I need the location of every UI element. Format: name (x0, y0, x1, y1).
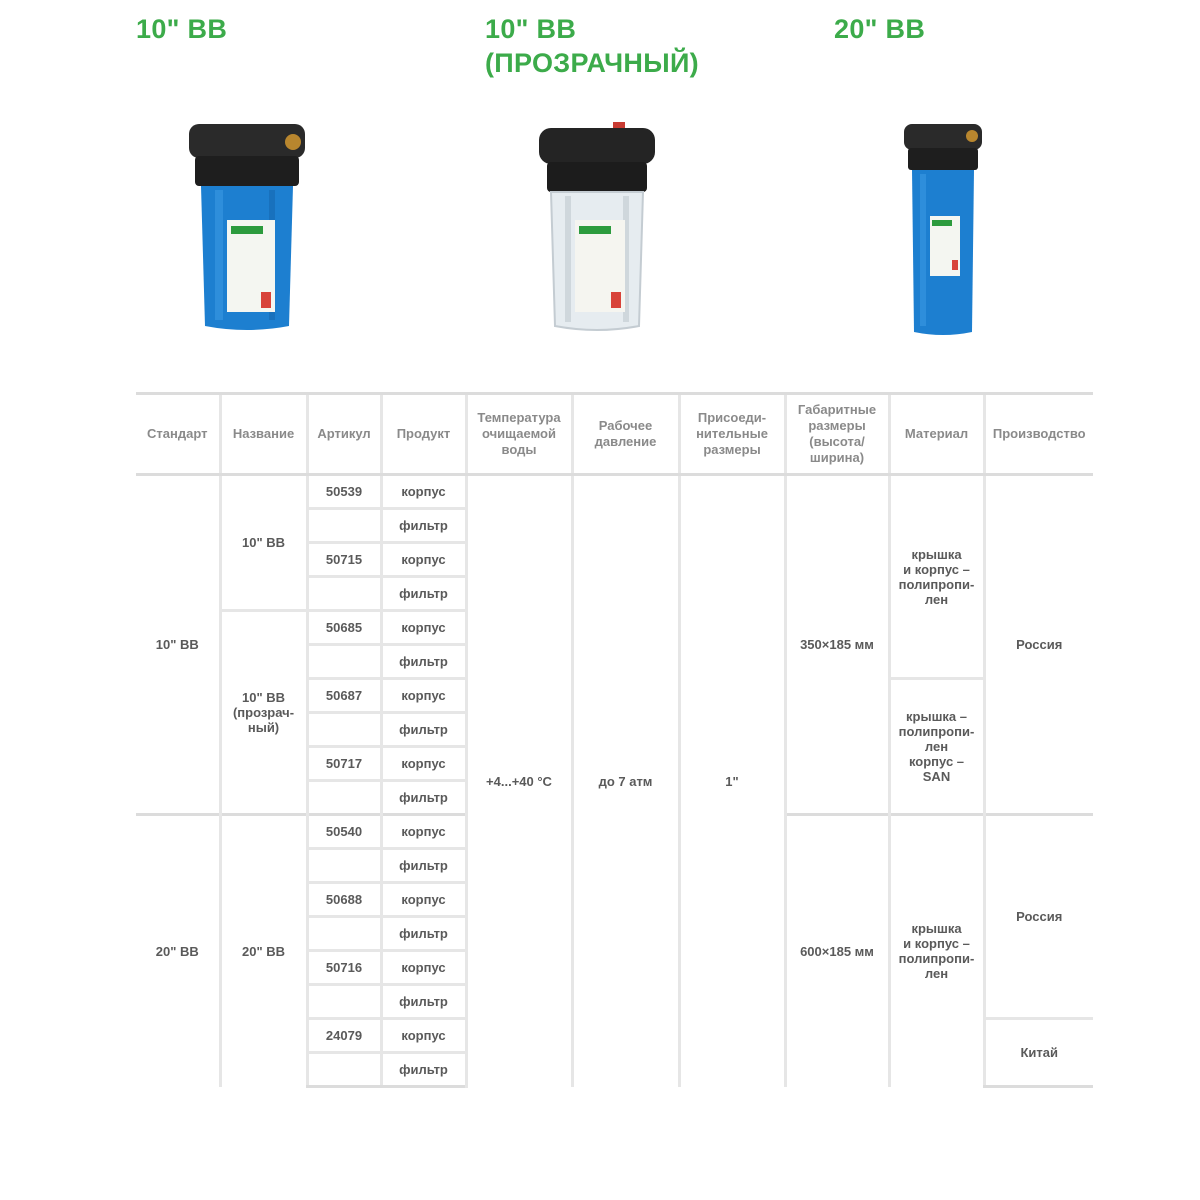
cell-product: корпус (381, 883, 466, 917)
header-pressure: Рабочее давление (572, 394, 679, 475)
cell-name-10bb: 10" BB (220, 475, 307, 611)
header-article: Артикул (307, 394, 381, 475)
cell-standard-20bb: 20" BB (136, 815, 220, 1087)
cell-article (307, 713, 381, 747)
cell-article: 50540 (307, 815, 381, 849)
product-title-line: 10" BB (136, 14, 228, 44)
cell-product: корпус (381, 475, 466, 509)
table-header-row (136, 394, 1093, 475)
cell-product: фильтр (381, 645, 466, 679)
cell-material-a: крышка и корпус – полипропи- лен (889, 475, 984, 679)
cell-size-20bb: 600×185 мм (785, 815, 889, 1087)
cell-product: фильтр (381, 985, 466, 1019)
cell-product: фильтр (381, 781, 466, 815)
cell-product: фильтр (381, 509, 466, 543)
product-image-20bb-blue (902, 120, 984, 340)
cell-article (307, 645, 381, 679)
product-title-20bb (834, 12, 925, 46)
cell-article (307, 509, 381, 543)
header-material: Материал (889, 394, 984, 475)
cell-product: фильтр (381, 713, 466, 747)
cell-article: 50715 (307, 543, 381, 577)
product-image-10bb-blue (185, 120, 309, 340)
cell-product: корпус (381, 1019, 466, 1053)
cell-name-20bb: 20" BB (220, 815, 307, 1087)
cell-standard-10bb: 10" BB (136, 475, 220, 815)
cell-product: корпус (381, 679, 466, 713)
product-image-10bb-clear (535, 120, 659, 340)
header-standard: Стандарт (136, 394, 220, 475)
cell-article (307, 985, 381, 1019)
cell-product: фильтр (381, 917, 466, 951)
product-title-10bb-clear (485, 12, 699, 80)
cell-product: корпус (381, 611, 466, 645)
cell-product: корпус (381, 543, 466, 577)
cell-article (307, 1053, 381, 1087)
cell-product: фильтр (381, 849, 466, 883)
cell-article (307, 577, 381, 611)
cell-article (307, 849, 381, 883)
cell-origin-10bb: Россия (984, 475, 1093, 815)
header-temperature: Температура очищаемой воды (466, 394, 572, 475)
cell-article: 50685 (307, 611, 381, 645)
cell-name-10bb-clear: 10" BB (прозрач- ный) (220, 611, 307, 815)
cell-material-c: крышка и корпус – полипропи- лен (889, 815, 984, 1087)
product-title-line: (ПРОЗРАЧНЫЙ) (485, 48, 699, 78)
cell-origin-china: Китай (984, 1019, 1093, 1087)
cell-article: 50688 (307, 883, 381, 917)
cell-material-b: крышка – полипропи- лен корпус – SAN (889, 679, 984, 815)
cell-article (307, 917, 381, 951)
cell-temperature: +4...+40 °С (466, 475, 572, 1087)
product-title-line: 20" BB (834, 14, 926, 44)
cell-article (307, 781, 381, 815)
cell-article: 24079 (307, 1019, 381, 1053)
cell-article: 50539 (307, 475, 381, 509)
cell-product: корпус (381, 815, 466, 849)
table-row (136, 475, 1093, 509)
cell-product: фильтр (381, 577, 466, 611)
header-dimensions: Габаритные размеры (высота/ ширина) (785, 394, 889, 475)
product-title-line: 10" BB (485, 14, 577, 44)
header-product: Продукт (381, 394, 466, 475)
cell-article: 50716 (307, 951, 381, 985)
cell-connection: 1" (679, 475, 785, 1087)
cell-origin-20bb: Россия (984, 815, 1093, 1019)
header-connection: Присоеди- нительные размеры (679, 394, 785, 475)
cell-article: 50687 (307, 679, 381, 713)
header-name: Название (220, 394, 307, 475)
cell-product: корпус (381, 747, 466, 781)
header-origin: Производство (984, 394, 1093, 475)
cell-article: 50717 (307, 747, 381, 781)
product-title-10bb (136, 12, 227, 46)
cell-pressure: до 7 атм (572, 475, 679, 1087)
cell-product: корпус (381, 951, 466, 985)
cell-product: фильтр (381, 1053, 466, 1087)
spec-table (136, 392, 1093, 1088)
cell-size-10bb: 350×185 мм (785, 475, 889, 815)
